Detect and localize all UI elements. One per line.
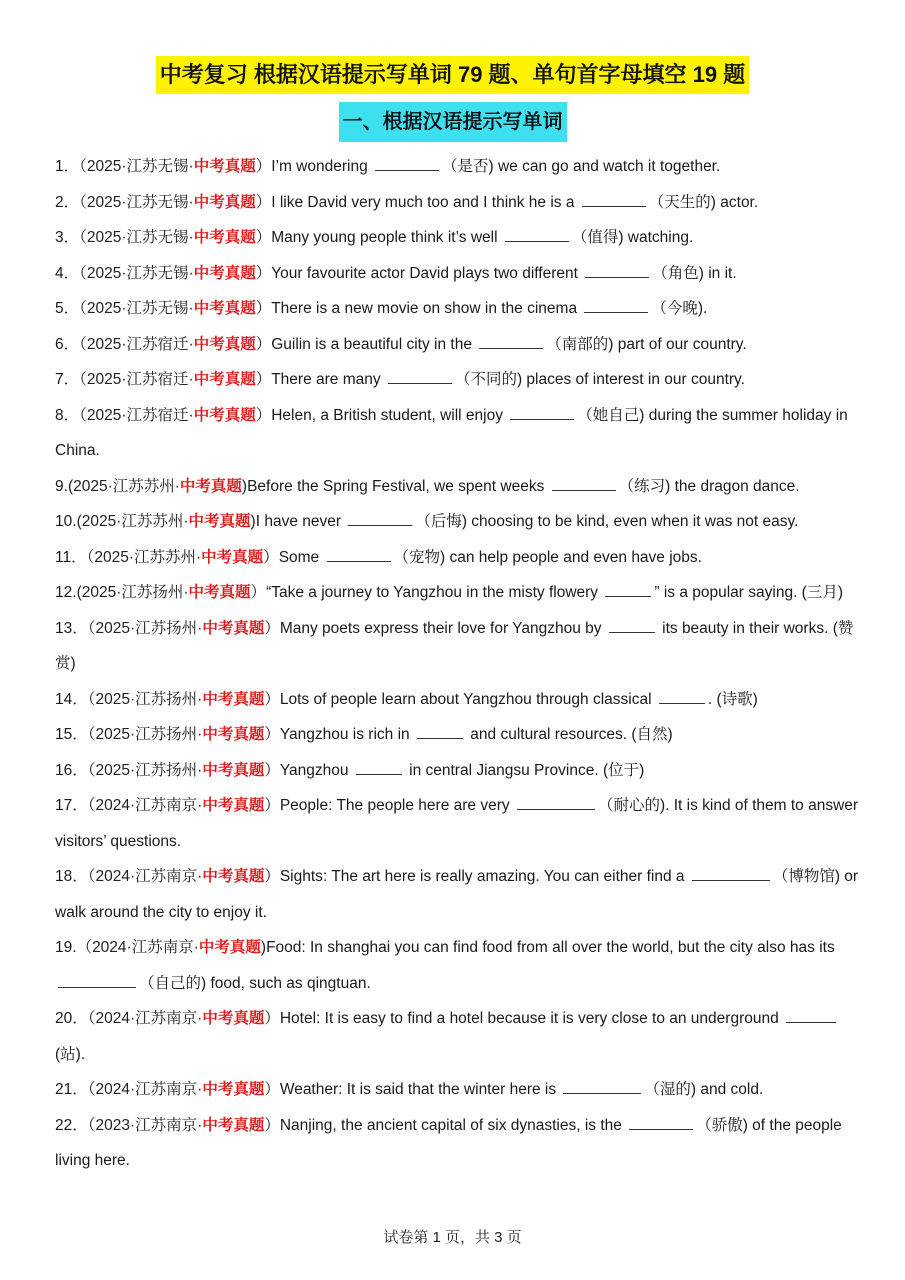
answer-blank[interactable] xyxy=(375,154,439,171)
question-item xyxy=(55,291,860,327)
question-text-before: There is a new movie on show in the cinema xyxy=(271,300,582,317)
exam-tag: 中考真题 xyxy=(202,761,265,779)
answer-blank[interactable] xyxy=(692,864,770,881)
exam-tag: 中考真题 xyxy=(201,548,264,566)
question-item xyxy=(55,469,860,505)
question-source: （2025·江苏无锡· xyxy=(79,229,194,246)
question-item xyxy=(55,575,860,611)
exam-tag: 中考真题 xyxy=(202,690,265,708)
question-source-close: ） xyxy=(255,300,272,317)
question-text-before: Hotel: It is easy to find a hotel because it is very close to an underground xyxy=(279,1010,784,1027)
exam-tag: 中考真题 xyxy=(202,868,265,885)
question-number: 20． xyxy=(55,1010,88,1027)
question-item xyxy=(55,1072,860,1108)
question-item xyxy=(55,753,860,789)
answer-blank[interactable] xyxy=(605,580,651,597)
question-item xyxy=(55,362,860,398)
question-list xyxy=(55,149,860,1179)
question-text-after: （宠物) can help people and even have jobs. xyxy=(393,548,702,566)
question-text-before: I like David very much too and I think he is a xyxy=(271,193,579,211)
question-source-close: ） xyxy=(255,264,272,282)
question-item xyxy=(55,327,860,363)
answer-blank[interactable] xyxy=(582,189,646,206)
question-text-before: Many poets express their love for Yangzhou by xyxy=(279,619,606,637)
question-text-after: （湿的) and cold. xyxy=(644,1081,764,1098)
question-source-close: ） xyxy=(264,1010,280,1027)
question-source-close: ） xyxy=(255,335,272,353)
answer-blank[interactable] xyxy=(417,722,463,739)
question-source: （2025·江苏宿迁· xyxy=(79,335,194,353)
answer-blank[interactable] xyxy=(584,296,648,313)
question-text-before: Lots of people learn about Yangzhou through classical xyxy=(279,690,656,708)
exam-tag: 中考真题 xyxy=(202,797,265,814)
question-source: （2025·江苏扬州· xyxy=(87,761,203,779)
question-text-after: in central Jiangsu Province. (位于) xyxy=(404,761,645,779)
exam-tag: 中考真题 xyxy=(193,229,256,246)
exam-tag: 中考真题 xyxy=(193,335,256,353)
question-text-before: Weather: It is said that the winter here is xyxy=(279,1081,561,1098)
exam-tag: 中考真题 xyxy=(193,406,256,424)
question-source: （2025·江苏宿迁· xyxy=(79,406,194,424)
question-source-close: ） xyxy=(255,193,272,211)
question-source: （2024·江苏南京· xyxy=(87,868,203,885)
question-text-after: ” is a popular saying. (三月) xyxy=(654,584,844,601)
question-source-close: ) xyxy=(260,939,267,956)
question-item xyxy=(55,220,860,256)
question-number: 11． xyxy=(55,548,87,566)
question-text-after: its beauty in their works. (赞赏) xyxy=(55,619,854,672)
question-text-before: There are many xyxy=(271,371,385,388)
question-item xyxy=(55,611,860,682)
question-number: 8． xyxy=(55,406,80,424)
question-source-close: ） xyxy=(255,371,272,388)
question-number: 9. xyxy=(55,477,68,495)
exam-tag: 中考真题 xyxy=(179,477,242,495)
question-item xyxy=(55,1108,860,1179)
question-source: （2025·江苏宿迁· xyxy=(79,371,194,388)
page-footer: 试卷第 1 页，共 3 页 xyxy=(383,1229,522,1246)
question-text-before: Yangzhou is rich in xyxy=(279,726,414,743)
exam-tag: 中考真题 xyxy=(193,264,256,282)
answer-blank[interactable] xyxy=(505,225,569,242)
question-text-after: and cultural resources. (自然) xyxy=(465,726,673,743)
question-item xyxy=(55,398,860,469)
question-source-close: ） xyxy=(264,726,280,743)
title-wrapper xyxy=(0,56,905,94)
section-title: 一、根据汉语提示写单词 xyxy=(339,102,567,142)
question-source: （2025·江苏扬州· xyxy=(87,619,203,637)
question-item xyxy=(55,682,860,718)
question-text-before: Yangzhou xyxy=(279,761,353,779)
question-number: 12. xyxy=(55,584,77,601)
question-source: （2024·江苏南京· xyxy=(76,939,199,956)
question-source-close: ） xyxy=(264,797,280,814)
answer-blank[interactable] xyxy=(786,1006,836,1023)
question-source: （2025·江苏无锡· xyxy=(79,193,194,211)
question-text-after: （骄傲) of the people living here. xyxy=(55,1116,842,1169)
question-source-close: ） xyxy=(264,868,280,885)
exam-tag: 中考真题 xyxy=(188,513,251,530)
exam-tag: 中考真题 xyxy=(202,1116,265,1134)
question-text-before: Some xyxy=(278,548,324,566)
question-number: 4． xyxy=(55,264,80,282)
question-source-close: ） xyxy=(255,158,272,175)
question-source: (2025·江苏扬州· xyxy=(76,584,189,601)
question-text-before: Your favourite actor David plays two different xyxy=(271,264,583,282)
question-number: 22． xyxy=(55,1116,88,1134)
question-source: （2024·江苏南京· xyxy=(87,797,203,814)
question-number: 5． xyxy=(55,300,80,317)
question-text-before: Helen, a British student, will enjoy xyxy=(271,406,508,424)
question-text-after: （博物馆) or walk around the city to enjoy it. xyxy=(55,868,859,921)
answer-blank[interactable] xyxy=(517,793,595,810)
question-text-after: （后悔) choosing to be kind, even when it was not easy. xyxy=(415,513,799,530)
question-text-before: Before the Spring Festival, we spent weeks xyxy=(247,477,549,495)
exam-tag: 中考真题 xyxy=(193,371,256,388)
question-text-after: （不同的) places of interest in our country. xyxy=(454,371,745,388)
question-text-after: （南部的) part of our country. xyxy=(546,335,747,353)
question-item xyxy=(55,930,860,1001)
answer-blank[interactable] xyxy=(348,509,412,526)
question-text-before: Sights: The art here is really amazing. You can either find a xyxy=(279,868,689,885)
question-number: 14． xyxy=(55,690,88,708)
question-number: 16． xyxy=(55,761,88,779)
answer-blank[interactable] xyxy=(510,402,574,419)
question-text-before: Guilin is a beautiful city in the xyxy=(271,335,477,353)
exam-tag: 中考真题 xyxy=(193,193,256,211)
answer-blank[interactable] xyxy=(479,331,543,348)
question-number: 17． xyxy=(55,797,88,814)
answer-blank[interactable] xyxy=(629,1112,693,1129)
answer-blank[interactable] xyxy=(609,615,655,632)
exam-tag: 中考真题 xyxy=(202,1081,265,1098)
question-text-before: Nanjing, the ancient capital of six dynasties, is the xyxy=(279,1116,627,1134)
question-text-after: （自己的) food, such as qingtuan. xyxy=(139,974,371,992)
question-source: （2025·江苏无锡· xyxy=(79,158,194,175)
question-text-before: Food: In shanghai you can find food from all over the world, but the city also has its xyxy=(266,939,835,956)
question-number: 19. xyxy=(55,939,77,956)
question-source: （2023·江苏南京· xyxy=(87,1116,203,1134)
question-text-after: （值得) watching. xyxy=(571,229,694,246)
answer-blank[interactable] xyxy=(563,1077,641,1094)
question-text-before: I’m wondering xyxy=(271,158,373,175)
answer-blank[interactable] xyxy=(585,260,649,277)
question-text-after: (站). xyxy=(55,1045,86,1063)
question-text-after: . (诗歌) xyxy=(707,690,758,708)
question-number: 13． xyxy=(55,619,88,637)
answer-blank[interactable] xyxy=(659,686,705,703)
question-text-before: “Take a journey to Yangzhou in the misty flowery xyxy=(266,584,603,601)
question-number: 7． xyxy=(55,371,80,388)
question-text-after: （天生的) actor. xyxy=(648,193,759,211)
answer-blank[interactable] xyxy=(58,970,136,987)
question-source: （2025·江苏苏州· xyxy=(86,548,202,566)
exam-tag: 中考真题 xyxy=(193,158,256,175)
question-text-before: I have never xyxy=(255,513,346,530)
question-text-before: Many young people think it’s well xyxy=(271,229,502,246)
question-item xyxy=(55,185,860,221)
answer-blank[interactable] xyxy=(552,473,616,490)
question-number: 15． xyxy=(55,726,88,743)
question-source-close: ） xyxy=(255,406,272,424)
question-item xyxy=(55,788,860,859)
question-item xyxy=(55,504,860,540)
question-source-close: ） xyxy=(264,761,280,779)
question-text-after: （她自己) during the summer holiday in China. xyxy=(55,406,848,459)
question-item xyxy=(55,540,860,576)
question-text-after: （耐心的). It is kind of them to answer visitors’ questions. xyxy=(55,797,859,850)
question-source-close: ） xyxy=(250,584,267,601)
question-number: 2． xyxy=(55,193,80,211)
question-text-after: （是否) we can go and watch it together. xyxy=(442,158,721,175)
exam-tag: 中考真题 xyxy=(202,1010,265,1027)
question-item xyxy=(55,256,860,292)
question-number: 3． xyxy=(55,229,80,246)
question-source: (2025·江苏苏州· xyxy=(67,477,180,495)
exam-tag: 中考真题 xyxy=(188,584,251,601)
exam-tag: 中考真题 xyxy=(198,939,261,956)
question-text-after: （今晚). xyxy=(651,300,708,317)
question-text-before: People: The people here are very xyxy=(279,797,514,814)
question-item xyxy=(55,1001,860,1072)
page-title: 中考复习 根据汉语提示写单词 79 题、单句首字母填空 19 题 xyxy=(156,56,750,94)
question-source-close: ） xyxy=(264,1116,280,1134)
question-source-close: ) xyxy=(250,513,256,530)
question-source: （2024·江苏南京· xyxy=(87,1081,203,1098)
answer-blank[interactable] xyxy=(388,367,452,384)
question-source-close: ） xyxy=(264,619,280,637)
exam-tag: 中考真题 xyxy=(193,300,256,317)
question-number: 10. xyxy=(55,513,77,530)
question-text-after: （练习) the dragon dance. xyxy=(618,477,800,495)
exam-tag: 中考真题 xyxy=(202,726,265,743)
question-source-close: ） xyxy=(255,229,272,246)
question-number: 1． xyxy=(55,158,80,175)
question-source-close: ） xyxy=(263,548,279,566)
question-source: （2024·江苏南京· xyxy=(87,1010,203,1027)
question-number: 21． xyxy=(55,1081,88,1098)
question-number: 6． xyxy=(55,335,80,353)
question-source: （2025·江苏无锡· xyxy=(79,300,194,317)
exam-tag: 中考真题 xyxy=(202,619,265,637)
question-source: （2025·江苏扬州· xyxy=(87,690,203,708)
question-number: 18． xyxy=(55,868,88,885)
question-source: （2025·江苏无锡· xyxy=(79,264,194,282)
question-source-close: ) xyxy=(241,477,248,495)
question-item xyxy=(55,859,860,930)
section-title-wrapper xyxy=(0,102,905,142)
question-item xyxy=(55,717,860,753)
question-item xyxy=(55,149,860,185)
question-source-close: ） xyxy=(264,1081,280,1098)
answer-blank[interactable] xyxy=(327,544,391,561)
answer-blank[interactable] xyxy=(356,757,402,774)
question-source-close: ） xyxy=(264,690,280,708)
question-source: （2025·江苏扬州· xyxy=(87,726,203,743)
question-text-after: （角色) in it. xyxy=(652,264,737,282)
question-source: (2025·江苏苏州· xyxy=(76,513,189,530)
